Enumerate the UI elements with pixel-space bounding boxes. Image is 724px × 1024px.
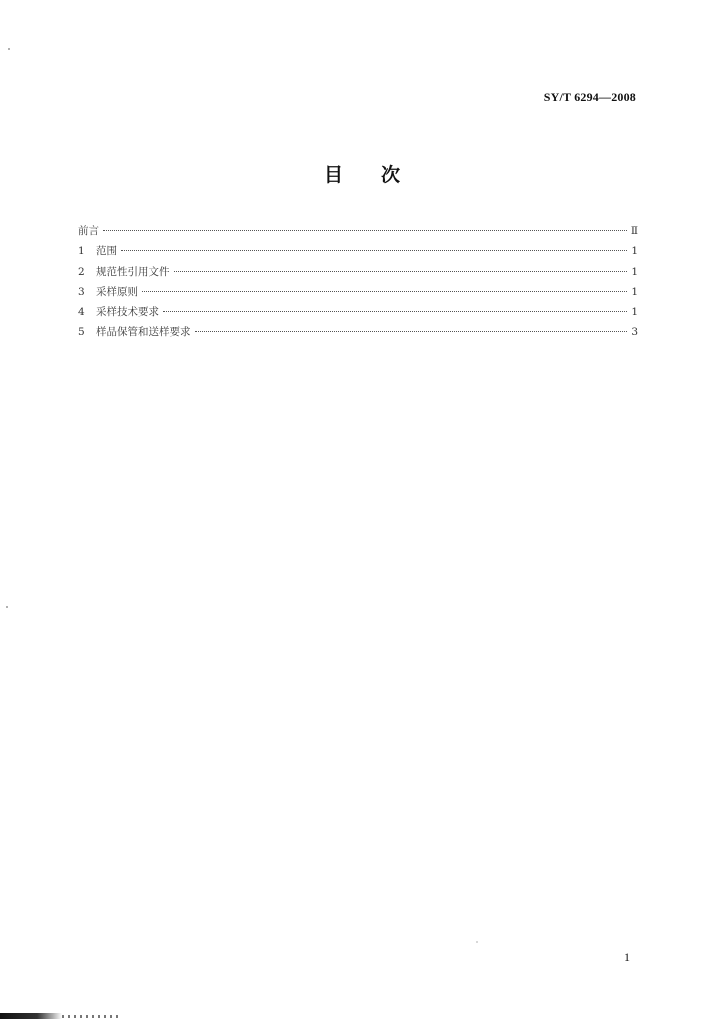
toc-leader-dots bbox=[163, 311, 627, 312]
scan-speck bbox=[476, 941, 478, 943]
toc-leader-dots bbox=[121, 250, 627, 251]
toc-entry-label: 前言 bbox=[78, 225, 99, 237]
toc-entry-page: 1 bbox=[631, 245, 638, 258]
page-number: 1 bbox=[624, 950, 630, 964]
toc-entry-number: 5 bbox=[78, 326, 85, 339]
toc-entry-number: 2 bbox=[78, 265, 85, 278]
toc-entry-foreword[interactable] bbox=[78, 221, 638, 241]
toc-leader-dots bbox=[195, 331, 628, 332]
toc-entry-number: 4 bbox=[78, 306, 85, 319]
toc-entry-label: 范围 bbox=[96, 245, 117, 258]
toc-entry-normative-references[interactable] bbox=[78, 262, 638, 282]
toc-entry-page: 1 bbox=[631, 285, 638, 298]
toc-entry-page: Ⅱ bbox=[630, 225, 638, 237]
toc-entry-scope[interactable] bbox=[78, 241, 638, 261]
toc-entry-page: 3 bbox=[631, 326, 638, 339]
toc-leader-dots bbox=[174, 271, 628, 272]
toc-entry-sampling-technical-requirements[interactable] bbox=[78, 302, 638, 322]
toc-entry-page: 1 bbox=[631, 306, 638, 319]
toc-entry-sample-storage-and-delivery[interactable] bbox=[78, 322, 638, 342]
scan-speck bbox=[6, 606, 8, 608]
toc-entry-page: 1 bbox=[631, 265, 638, 278]
toc-entry-label: 样品保管和送样要求 bbox=[96, 326, 191, 339]
toc-entry-label: 采样原则 bbox=[96, 285, 138, 298]
toc-entry-number: 3 bbox=[78, 285, 85, 298]
toc-title-char-1: 目 bbox=[323, 164, 343, 186]
toc-entry-label: 采样技术要求 bbox=[96, 306, 159, 319]
scan-artifact-trail bbox=[62, 1015, 122, 1018]
standard-number: SY/T 6294—2008 bbox=[543, 90, 636, 104]
toc-entry-number: 1 bbox=[78, 245, 85, 258]
toc-leader-dots bbox=[103, 230, 627, 231]
toc-entry-label: 规范性引用文件 bbox=[96, 265, 170, 278]
scan-speck bbox=[8, 48, 10, 50]
scan-artifact bbox=[0, 1013, 62, 1019]
toc-title-char-2: 次 bbox=[381, 164, 401, 186]
toc-leader-dots bbox=[142, 291, 627, 292]
toc-title bbox=[0, 160, 724, 187]
table-of-contents bbox=[78, 221, 638, 343]
toc-entry-sampling-principles[interactable] bbox=[78, 282, 638, 302]
